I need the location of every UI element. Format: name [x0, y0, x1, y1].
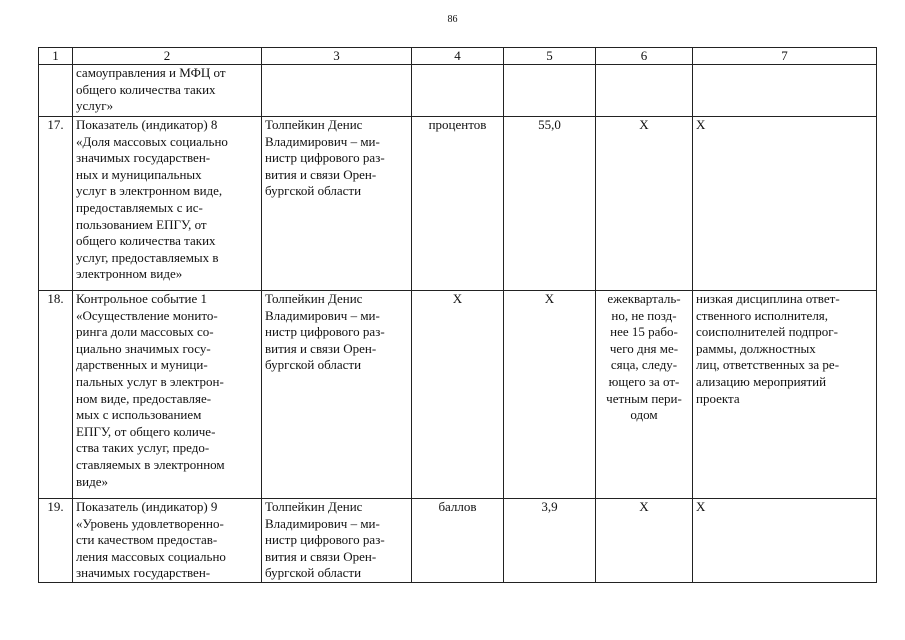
indicator-name [73, 291, 262, 499]
risk-description-line: ализацию мероприятий [696, 373, 827, 389]
deadline [596, 117, 693, 291]
indicator-name-line: услуг в электронном виде, [76, 183, 223, 199]
column-header-5: 5 [504, 48, 596, 65]
program-indicators-table [38, 47, 877, 583]
target-value: 55,0 [504, 117, 596, 291]
indicator-name-line: самоуправления и МФЦ от [76, 65, 226, 80]
indicator-name-line: Показатель (индикатор) 9 [76, 499, 218, 514]
risk-description-line: низкая дисциплина ответ- [696, 291, 840, 306]
responsible-person-line: нистр цифрового раз- [265, 324, 385, 340]
deadline-line: одом [630, 407, 658, 423]
deadline-line: ежекварталь- [607, 291, 681, 306]
indicator-name [73, 117, 262, 291]
indicator-name-line: дарственных и муници- [76, 357, 208, 373]
indicator-name-line: «Доля массовых социально [76, 133, 228, 149]
column-header-7: 7 [693, 48, 877, 65]
responsible-person-line: бургской области [265, 183, 362, 199]
table-row [39, 499, 877, 583]
deadline-line: Х [639, 499, 649, 514]
deadline-line: нее 15 рабо- [610, 324, 678, 340]
column-header-3: 3 [262, 48, 412, 65]
row-number: 17. [39, 117, 73, 291]
indicator-name-line: общего количества таких [76, 233, 216, 249]
indicator-name-line: сти качеством предостав- [76, 532, 218, 548]
indicator-name [73, 499, 262, 583]
responsible-person-line: бургской области [265, 357, 362, 373]
unit-of-measure: баллов [412, 499, 504, 583]
responsible-person-line: вития и связи Орен- [265, 166, 377, 182]
responsible-person-line: Толпейкин Денис [265, 291, 363, 306]
deadline-line: Х [639, 117, 649, 132]
deadline-line: но, не позд- [611, 307, 677, 323]
table-row [39, 65, 877, 117]
responsible-person [262, 65, 412, 117]
indicator-name-line: ления массовых социально [76, 548, 226, 564]
indicator-name-line: электронном виде» [76, 266, 183, 282]
indicator-name-line: значимых государствен- [76, 565, 211, 581]
responsible-person-line: нистр цифрового раз- [265, 150, 385, 166]
page-number: 86 [447, 14, 458, 25]
risk-description [693, 117, 877, 291]
responsible-person [262, 117, 412, 291]
column-header-2: 2 [73, 48, 262, 65]
target-value: 3,9 [504, 499, 596, 583]
deadline-line: чего дня ме- [609, 340, 679, 356]
responsible-person-line: Владимирович – ми- [265, 515, 380, 531]
indicator-name-line: ринга доли массовых со- [76, 324, 214, 340]
indicator-name-line: общего количества таких [76, 81, 216, 97]
responsible-person-line: бургской области [265, 565, 362, 581]
indicator-name-line: услуг, предоставляемых в [76, 249, 219, 265]
risk-description-line: раммы, должностных [696, 340, 816, 356]
column-header-6: 6 [596, 48, 693, 65]
target-value: Х [504, 291, 596, 499]
indicator-name-line: ставляемых в электронном [76, 456, 225, 472]
indicator-name-line: предоставляемых с ис- [76, 199, 203, 215]
indicator-name-line: ства таких услуг, предо- [76, 440, 210, 456]
risk-description [693, 65, 877, 117]
responsible-person-line: Владимирович – ми- [265, 133, 380, 149]
unit-of-measure: процентов [412, 117, 504, 291]
indicator-name-line: виде» [76, 473, 108, 489]
indicator-name-line: значимых государствен- [76, 150, 211, 166]
risk-description [693, 291, 877, 499]
risk-description-line: проекта [696, 390, 740, 406]
deadline [596, 291, 693, 499]
indicator-name-line: ном виде, предоставляе- [76, 390, 212, 406]
risk-description-line: лиц, ответственных за ре- [696, 357, 840, 373]
column-number-header-row [39, 48, 877, 65]
indicator-name-line: Показатель (индикатор) 8 [76, 117, 218, 132]
table-row [39, 117, 877, 291]
target-value [504, 65, 596, 117]
deadline-line: четным пери- [606, 390, 682, 406]
indicator-name-line: «Осуществление монито- [76, 307, 218, 323]
risk-description-line: Х [696, 499, 706, 514]
responsible-person [262, 499, 412, 583]
risk-description-line: ственного исполнителя, [696, 307, 829, 323]
indicator-name-line: «Уровень удовлетворенно- [76, 515, 224, 531]
responsible-person-line: Толпейкин Денис [265, 117, 363, 132]
responsible-person-line: Владимирович – ми- [265, 307, 380, 323]
indicator-name-line: ных и муниципальных [76, 166, 202, 182]
row-number: 18. [39, 291, 73, 499]
risk-description-line: соисполнителей подпрог- [696, 324, 838, 340]
responsible-person-line: вития и связи Орен- [265, 340, 377, 356]
deadline-line: сяца, следу- [610, 357, 678, 373]
indicator-name-line: циально значимых госу- [76, 340, 211, 356]
responsible-person-line: Толпейкин Денис [265, 499, 363, 514]
indicator-name [73, 65, 262, 117]
deadline [596, 499, 693, 583]
risk-description [693, 499, 877, 583]
unit-of-measure: Х [412, 291, 504, 499]
table-row [39, 291, 877, 499]
unit-of-measure [412, 65, 504, 117]
deadline [596, 65, 693, 117]
column-header-1: 1 [39, 48, 73, 65]
column-header-4: 4 [412, 48, 504, 65]
responsible-person-line: вития и связи Орен- [265, 548, 377, 564]
indicator-name-line: услуг» [76, 98, 114, 114]
deadline-line: ющего за от- [608, 373, 680, 389]
responsible-person-line: нистр цифрового раз- [265, 532, 385, 548]
responsible-person [262, 291, 412, 499]
row-number: 19. [39, 499, 73, 583]
indicator-name-line: пальных услуг в электрон- [76, 373, 224, 389]
indicator-name-line: Контрольное событие 1 [76, 291, 207, 306]
row-number [39, 65, 73, 117]
indicator-name-line: мых с использованием [76, 407, 202, 423]
indicator-name-line: ЕПГУ, от общего количе- [76, 423, 216, 439]
indicator-name-line: пользованием ЕПГУ, от [76, 216, 207, 232]
risk-description-line: Х [696, 117, 706, 132]
